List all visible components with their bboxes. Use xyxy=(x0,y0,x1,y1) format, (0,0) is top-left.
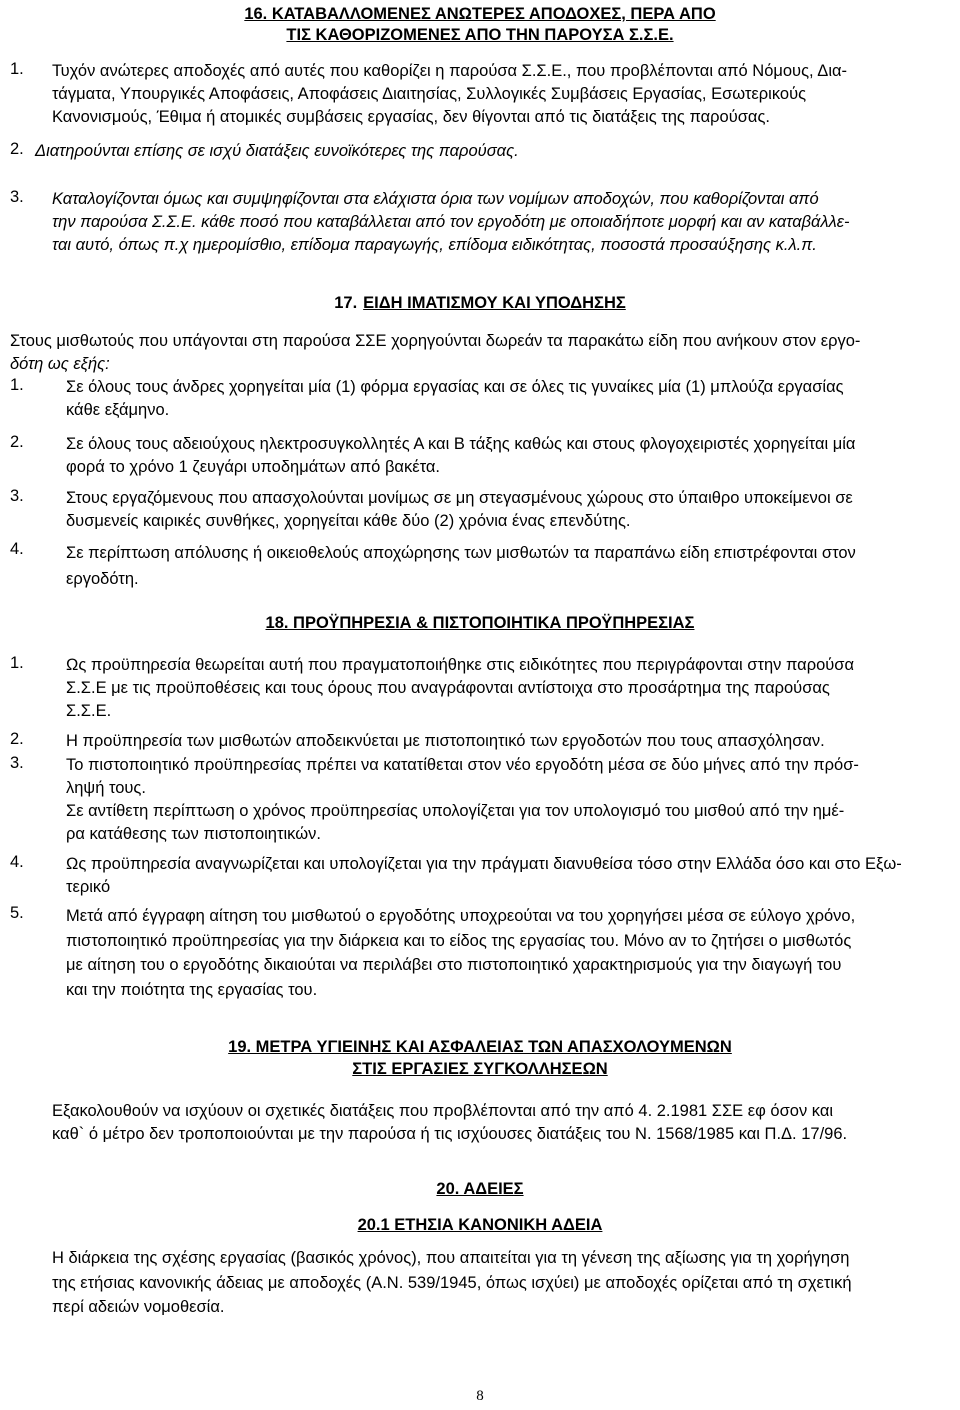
item-text xyxy=(52,188,952,257)
item-number: 1. xyxy=(10,654,24,672)
section-16-title xyxy=(0,4,960,46)
text-line: τερικό xyxy=(66,878,111,896)
text-line: Κανονισμούς, Έθιμα ή ατομικές συμβάσεις εργασίας, δεν θίγονται από τις διατάξεις της παρούσας. xyxy=(52,108,770,126)
text-line: Ως προϋπηρεσία θεωρείται αυτή που πραγματοποιήθηκε στις ειδικότητες που περιγράφονται στην παρούσα xyxy=(66,656,855,674)
item-number: 4. xyxy=(10,853,24,871)
item-text xyxy=(66,904,956,1002)
section-16-title-line2: ΤΙΣ ΚΑΘΟΡΙΖΟΜΕΝΕΣ ΑΠΟ ΤΗΝ ΠΑΡΟΥΣΑ Σ.Σ.Ε. xyxy=(286,26,674,44)
text-line: Στους εργαζόμενους που απασχολούνται μονίμως σε μη στεγασμένους χώρους στο ύπαιθρο υποκείμενοι σε xyxy=(66,489,853,507)
text-line: Τυχόν ανώτερες αποδοχές από αυτές που καθορίζει η παρούσα Σ.Σ.Ε., που προβλέπονται από Νόμους, Δια- xyxy=(52,62,848,80)
text-line: καθ` ό μέτρο δεν τροποποιούνται με την παρούσα ή τις ισχύουσες διατάξεις του Ν. 1568/1985 και Π.Δ. 17/96. xyxy=(52,1125,848,1143)
page-number: 8 xyxy=(476,1388,484,1404)
text-line: Η προϋπηρεσία των μισθωτών αποδεικνύεται με πιστοποιητικό των εργοδοτών που τους απασχόλησαν. xyxy=(66,732,825,750)
text-line: Σε όλους τους άνδρες χορηγείται μία (1) φόρμα εργασίας και σε όλες τις γυναίκες μία (1) μπλούζα εργασίας xyxy=(66,378,844,396)
section-19-title-line1: 19. ΜΕΤΡΑ ΥΓΙΕΙΝΗΣ ΚΑΙ ΑΣΦΑΛΕΙΑΣ ΤΩΝ ΑΠΑΣΧΟΛΟΥΜΕΝΩΝ xyxy=(228,1038,732,1056)
text-line: Διατηρούνται επίσης σε ισχύ διατάξεις ευνοϊκότερες της παρούσας. xyxy=(35,142,519,160)
section-20-1-title: 20.1 ΕΤΗΣΙΑ ΚΑΝΟΝΙΚΗ ΑΔΕΙΑ xyxy=(357,1216,603,1234)
section-17-title xyxy=(0,292,960,314)
item-number: 1. xyxy=(10,60,24,78)
item-text xyxy=(66,654,956,723)
section-17-number: 17. xyxy=(334,294,358,312)
item-text xyxy=(66,376,956,422)
text-line: Στους μισθωτούς που υπάγονται στη παρούσα ΣΣΕ χορηγούνται δωρεάν τα παρακάτω είδη που ανήκουν στον εργο- xyxy=(10,332,861,350)
text-line: ληψή τους. xyxy=(66,779,146,797)
text-line: τάγματα, Υπουργικές Αποφάσεις, Αποφάσεις Διαιτησίας, Συλλογικές Συμβάσεις Εργασίας, Εσωτερικούς xyxy=(52,85,807,103)
text-line: πιστοποιητικό προϋπηρεσίας για την διάρκεια και το είδος της εργασίας του. Μόνο αν το ζητήσει ο μισθωτός xyxy=(66,931,852,950)
item-number: 2. xyxy=(10,140,24,158)
text-line: Καταλογίζονται όμως και συμψηφίζονται στα ελάχιστα όρια των νομίμων αποδοχών, που καθορίζονται από xyxy=(52,190,819,208)
item-number: 3. xyxy=(10,188,24,206)
item-number: 5. xyxy=(10,904,24,922)
text-line: Η διάρκεια της σχέσης εργασίας (βασικός χρόνος), που απαιτείται για τη γένεση της αξίωσης για τη χορήγηση xyxy=(52,1249,850,1267)
item-text xyxy=(66,540,956,592)
text-line: Σε αντίθετη περίπτωση ο χρόνος προϋπηρεσίας υπολογίζεται για τον υπολογισμό του μισθού από την ημέ- xyxy=(66,802,845,820)
text-line: Σ.Σ.Ε. xyxy=(66,702,112,720)
item-text xyxy=(35,140,935,163)
section-19-title-line2: ΣΤΙΣ ΕΡΓΑΣΙΕΣ ΣΥΓΚΟΛΛΗΣΕΩΝ xyxy=(352,1060,608,1078)
item-text xyxy=(66,853,956,899)
text-line: Σε όλους τους αδειούχους ηλεκτροσυγκολλητές Α και Β τάξης καθώς και στους φλογοχειριστές χορηγείται μία xyxy=(66,435,856,453)
item-number: 4. xyxy=(10,540,24,558)
item-number: 3. xyxy=(10,487,24,505)
section-17-heading: ΕΙΔΗ ΙΜΑΤΙΣΜΟΥ ΚΑΙ ΥΠΟΔΗΣΗΣ xyxy=(363,294,626,312)
section-20-title: 20. ΑΔΕΙΕΣ xyxy=(436,1180,524,1198)
section-18-title: 18. ΠΡΟΫΠΗΡΕΣΙΑ & ΠΙΣΤΟΠΟΙΗΤΙΚΑ ΠΡΟΫΠΗΡΕΣΙΑΣ xyxy=(265,614,695,632)
text-line: Σ.Σ.Ε με τις προϋποθέσεις και τους όρους που αναγράφονται αντίστοιχα στο προσάρτημα της παρούσας xyxy=(66,679,830,697)
item-text xyxy=(66,433,956,479)
section-17-intro xyxy=(10,330,955,376)
section-19-text xyxy=(52,1100,952,1146)
item-number: 2. xyxy=(10,433,24,451)
text-line: και την ποιότητα της εργασίας του. xyxy=(66,980,318,999)
text-line: περί αδειών νομοθεσία. xyxy=(52,1298,225,1316)
text-line: την παρούσα Σ.Σ.Ε. κάθε ποσό που καταβάλλεται από τον εργοδότη με οποιαδήποτε μορφή και αν καταβάλλε- xyxy=(52,213,850,231)
text-line: κάθε εξάμηνο. xyxy=(66,401,170,419)
item-number: 1. xyxy=(10,376,24,394)
text-line: φορά το χρόνο 1 ζευγάρι υποδημάτων από βακέτα. xyxy=(66,458,440,476)
section-16-title-line1: 16. ΚΑΤΑΒΑΛΛΟΜΕΝΕΣ ΑΝΩΤΕΡΕΣ ΑΠΟΔΟΧΕΣ, ΠΕΡΑ ΑΠΟ xyxy=(244,5,716,23)
item-text xyxy=(66,730,956,753)
text-line: ται αυτό, όπως π.χ ημερομίσθιο, επίδομα παραγωγής, επίδομα ειδικότητας, ποσοστά προσαύξησης κ.λ.π. xyxy=(52,236,817,254)
section-20-1-text xyxy=(52,1246,952,1320)
item-text xyxy=(66,754,956,846)
text-line: Το πιστοποιητικό προϋπηρεσίας πρέπει να κατατίθεται στον νέο εργοδότη μέσα σε δύο μήνες από την πρόσ- xyxy=(66,756,859,774)
text-line: Σε περίπτωση απόλυσης ή οικειοθελούς αποχώρησης των μισθωτών τα παραπάνω είδη επιστρέφονται στον xyxy=(66,544,856,562)
text-line: Εξακολουθούν να ισχύουν οι σχετικές διατάξεις που προβλέπονται από την από 4. 2.1981 ΣΣΕ εφ όσον και xyxy=(52,1102,834,1120)
text-line: Μετά από έγγραφη αίτηση του μισθωτού ο εργοδότης υποχρεούται να του χορηγήσει μέσα σε εύλογο χρόνο, xyxy=(66,907,856,925)
section-19-title xyxy=(0,1036,960,1080)
text-line: εργοδότη. xyxy=(66,570,139,588)
item-text xyxy=(52,60,952,129)
text-line: ρα κατάθεσης των πιστοποιητικών. xyxy=(66,825,321,843)
text-line: δότη ως εξής: xyxy=(10,355,110,373)
text-line: της ετήσιας κανονικής άδειας με αποδοχές (Α.Ν. 539/1945, όπως ισχύει) με αποδοχές ορίζεται από τη σχετική xyxy=(52,1273,852,1292)
item-text xyxy=(66,487,956,533)
text-line: Ως προϋπηρεσία αναγνωρίζεται και υπολογίζεται για την πράγματι διανυθείσα τόσο στην Ελλάδα όσο και στο Εξω- xyxy=(66,855,902,873)
text-line: δυσμενείς καιρικές συνθήκες, χορηγείται κάθε δύο (2) χρόνια ένας επενδύτης. xyxy=(66,512,631,530)
item-number: 3. xyxy=(10,754,24,772)
item-number: 2. xyxy=(10,730,24,748)
text-line: με αίτηση του ο εργοδότης δικαιούται να περιλάβει στο πιστοποιητικό χαρακτηρισμούς για την διαγωγή του xyxy=(66,956,842,974)
